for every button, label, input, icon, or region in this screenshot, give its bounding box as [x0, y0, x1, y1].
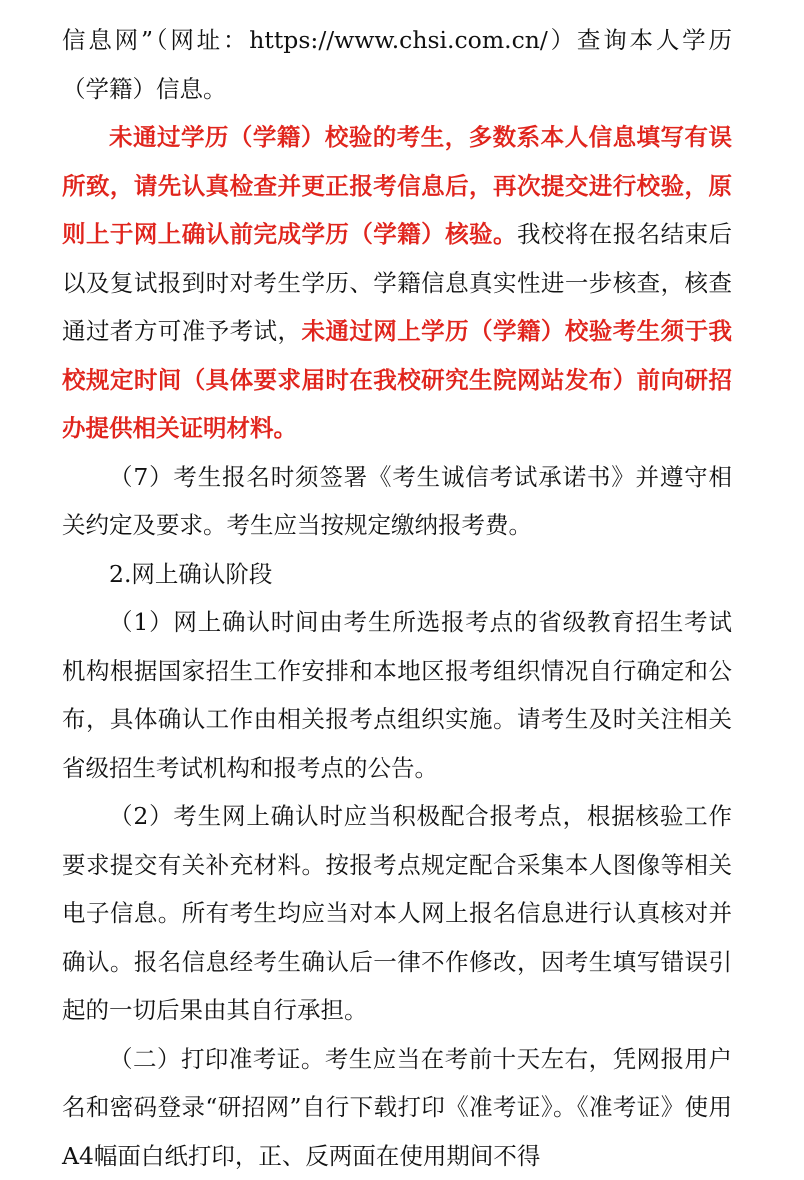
document-page: [62, 0, 732, 1180]
paragraph-confirmation-time: [62, 598, 732, 792]
paragraph-text: （2）考生网上确认时应当积极配合报考点，根据核验工作要求提交有关补充材料。按报考点规定配合采集本人图像等相关电子信息。所有考生均应当对本人网上报名信息进行认真核对并确认。报名信息经考生确认后一律不作修改，因考生填写错误引起的一切后果由其自行承担。: [62, 802, 732, 1024]
paragraph-text: 我校将在报名结束后以及复试报到时对考生学历、学籍信息真实性进一步核查，核查通过者方可准予考试，: [62, 220, 732, 345]
paragraph-print-admission-ticket: [62, 1035, 732, 1180]
paragraph-integrity-pledge: [62, 453, 732, 550]
paragraph-edu-info-query: [62, 16, 732, 113]
paragraph-text: （二）打印准考证。考生应当在考前十天左右，凭网报用户名和密码登录“研招网”自行下载打印《准考证》。《准考证》使用A4幅面白纸打印，正、反两面在使用期间不得: [62, 1045, 732, 1170]
section-heading-text: 2.网上确认阶段: [109, 560, 272, 588]
section-heading-online-confirmation: [62, 550, 732, 599]
paragraph-verification-notice: [62, 113, 732, 453]
paragraph-text: （1）网上确认时间由考生所选报考点的省级教育招生考试机构根据国家招生工作安排和本地区报考组织情况自行确定和公布，具体确认工作由相关报考点组织实施。请考生及时关注相关省级招生考试机构和报考点的公告。: [62, 608, 732, 782]
paragraph-text: 信息网”（网址：https://www.chsi.com.cn/）查询本人学历（学籍）信息。: [62, 26, 732, 103]
paragraph-confirmation-requirements: [62, 792, 732, 1035]
paragraph-text: （7）考生报名时须签署《考生诚信考试承诺书》并遵守相关约定及要求。考生应当按规定缴纳报考费。: [62, 463, 732, 540]
highlighted-notice-text: 未通过学历（学籍）校验的考生，多数系本人信息填写有误所致，请先认真检查并更正报考信息后，再次提交进行校验，原则上于网上确认前完成学历（学籍）核验。: [62, 123, 732, 248]
highlighted-notice-text: 未通过网上学历（学籍）校验考生须于我校规定时间（具体要求届时在我校研究生院网站发布）前向研招办提供相关证明材料。: [62, 317, 732, 442]
